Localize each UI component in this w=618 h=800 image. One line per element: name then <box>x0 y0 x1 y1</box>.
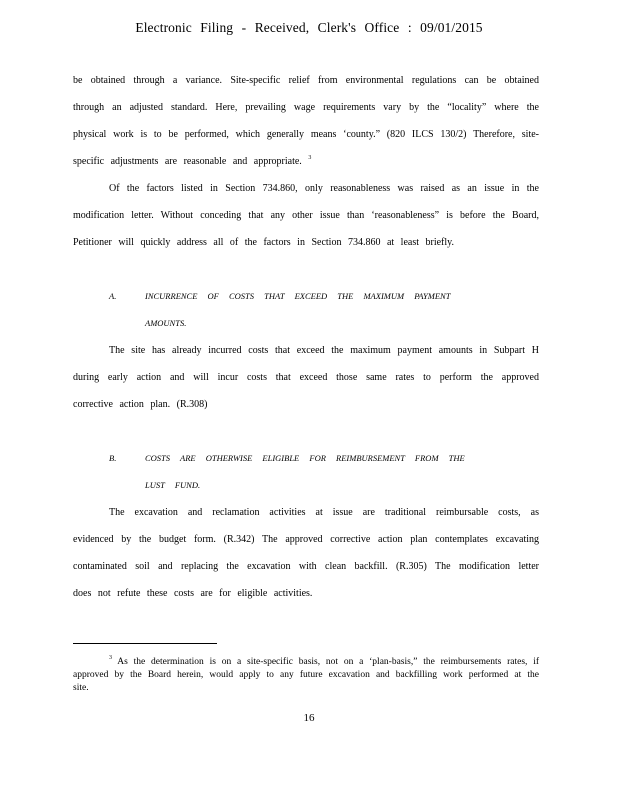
filing-header: Electronic Filing - Received, Clerk's Office : 09/01/2015 <box>135 20 483 35</box>
footnote <box>73 656 539 695</box>
spacer <box>73 256 539 283</box>
footnote-paragraph <box>73 656 539 695</box>
paragraph-variance <box>73 67 539 175</box>
section-letter-a: A. <box>109 291 117 301</box>
document-body <box>73 67 539 607</box>
paragraph-excavation: The excavation and reclamation activities at issue are traditional reimbursable costs, as evidenced by the budget form. (R.342) The approved corrective action plan contemplates excavating contaminated soil and replacing the excavation with clean backfill. (R.305) The modification letter does not refute these costs are for eligible activities. <box>73 507 539 599</box>
section-title-b-line2: LUST FUND. <box>145 480 201 490</box>
section-title-a-line1: INCURRENCE OF COSTS THAT EXCEED THE MAXIMUM PAYMENT <box>145 291 451 301</box>
footnote-divider <box>73 643 217 644</box>
section-heading-a <box>73 283 539 337</box>
page-number: 16 <box>303 712 315 724</box>
footnote-number: 3 <box>109 655 112 661</box>
footnote-text: As the determination is on a site-specific basis, not on a ‘plan-basis,” the reimbursements rates, if approved by the Board herein, would apply to any future excavation and backfilling work performed at the site. <box>73 657 539 693</box>
footnote-reference: 3 <box>308 155 312 161</box>
section-heading-b <box>73 445 539 499</box>
paragraph-factors: Of the factors listed in Section 734.860, only reasonableness was raised as an issue in the modification letter. Without conceding that any other issue than ‘reasonableness” is before the Board, Petitioner will quickly address all of the factors in Section 734.860 at least briefly. <box>73 183 539 248</box>
paragraph-incurred-costs: The site has already incurred costs that exceed the maximum payment amounts in Subpart H during early action and will incur costs that exceed those same rates to perform the approved corrective action plan. (R.308) <box>73 345 539 410</box>
section-letter-b: B. <box>109 453 117 463</box>
section-title-a-line2: AMOUNTS. <box>145 318 187 328</box>
section-title-b-line1: COSTS ARE OTHERWISE ELIGIBLE FOR REIMBURSEMENT FROM THE <box>145 453 465 463</box>
paragraph-variance-text: be obtained through a variance. Site-specific relief from environmental regulations can be obtained through an adjusted standard. Here, prevailing wage requirements vary by the “locality” where the physical work is to be performed, which generally means ‘county.” (820 ILCS 130/2) Therefore, site-specific adjustments are reasonable and appropriate. <box>73 75 539 167</box>
spacer <box>73 418 539 445</box>
